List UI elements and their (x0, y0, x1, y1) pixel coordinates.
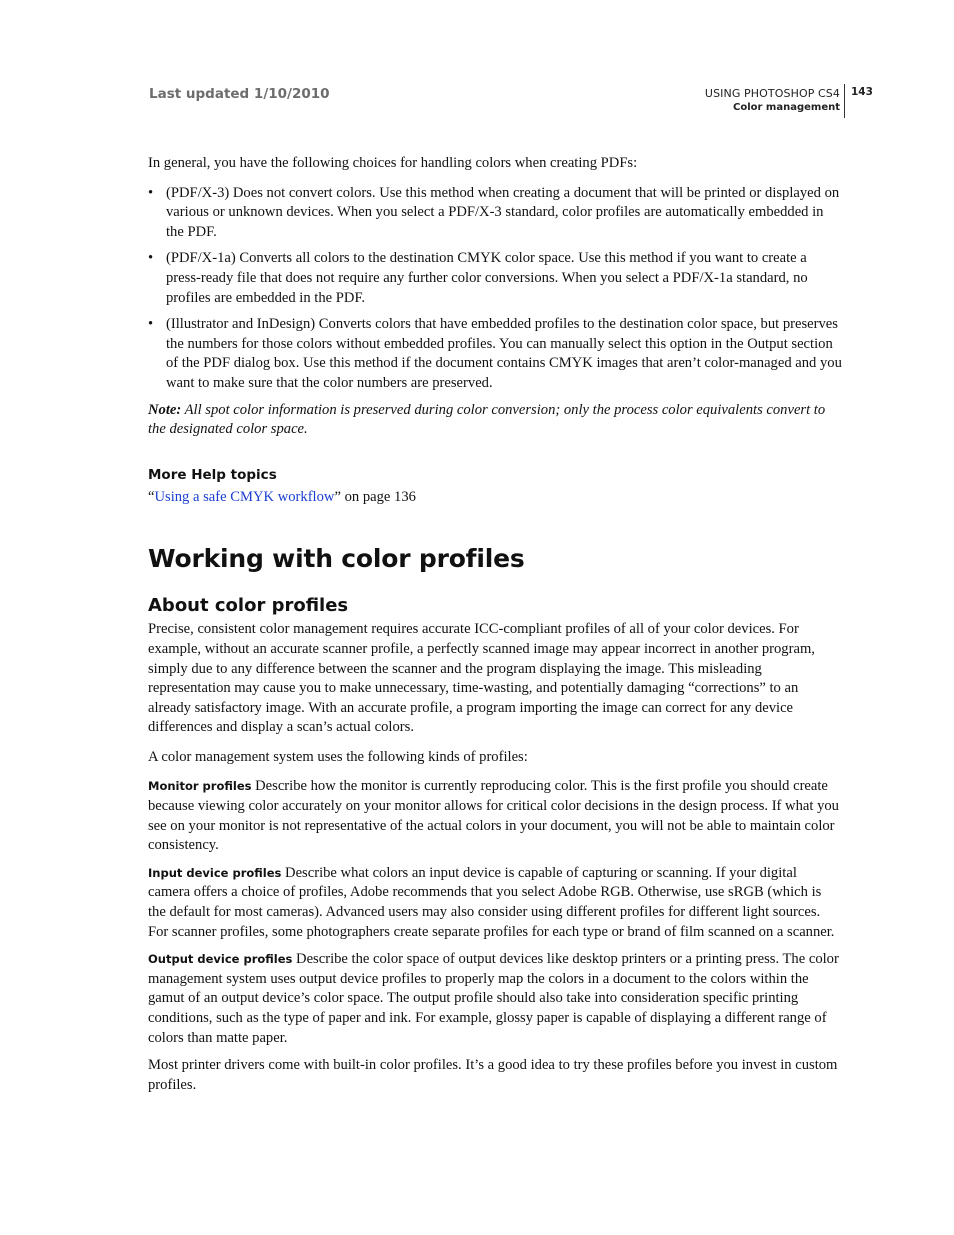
list-item (148, 184, 842, 243)
bullet-symbol: • (148, 184, 154, 201)
definition-term: Output device profiles (148, 952, 293, 967)
note-label: Note: (148, 401, 182, 418)
bullet-symbol: • (148, 316, 154, 333)
cmyk-workflow-link[interactable]: Using a safe CMYK workflow (154, 488, 335, 505)
definition-text: Describe what colors an input device is capable of capturing or scanning. If your digital camera offers a choice of profiles, Adobe recommends that you select Adobe RGB. Otherwise, use sRGB (which is the default for most cameras). Advanced users may also consider using different profiles for different light sources. For scanner profiles, some photographers create separate profiles for each type or brand of film scanned on a scanner. (148, 864, 835, 940)
definition-term: Input device profiles (148, 865, 282, 880)
more-help-heading: More Help topics (148, 466, 277, 483)
pdf-options-list (148, 184, 842, 394)
note-text: All spot color information is preserved during color conversion; only the process color equivalents convert to the designated color space. (148, 401, 826, 438)
running-header (705, 87, 840, 113)
subsection-title: About color profiles (148, 595, 349, 617)
definition-input-device-profiles (148, 864, 842, 942)
list-item-text: (PDF/X-3) Does not convert colors. Use this method when creating a document that will be printed or displayed on various or unknown devices. When you select a PDF/X-3 standard, color profiles are automatically embedded in the PDF. (166, 184, 840, 240)
section-title: Working with color profiles (148, 544, 525, 574)
list-item-text: (PDF/X-1a) Converts all colors to the destination CMYK color space. Use this method if you want to create a press-ready file that does not require any further color conversions. When you select a PDF/X-1a standard, no profiles are embedded in the PDF. (166, 250, 808, 306)
profiles-kinds-paragraph: A color management system uses the following kinds of profiles: (148, 748, 528, 765)
book-title: USING PHOTOSHOP CS4 (704, 87, 840, 100)
last-updated: Last updated 1/10/2010 (149, 86, 330, 102)
chapter-title: Color management (733, 102, 840, 113)
list-item (148, 315, 842, 393)
list-item-text: (Illustrator and InDesign) Converts colors that have embedded profiles to the destination color space, but preserves the numbers for those colors without embedded profiles. You can manually select this option in the Output section of the PDF dialog box. Use this method if the document contains CMYK images that aren’t color-managed and you want to make sure that the color numbers are preserved. (166, 316, 842, 391)
bullet-symbol: • (148, 250, 154, 267)
note-paragraph (148, 401, 842, 440)
page-number: 143 (851, 86, 873, 98)
header-divider (844, 84, 845, 118)
definition-output-device-profiles (148, 950, 842, 1048)
more-help-link-line (148, 488, 842, 508)
definition-term: Monitor profiles (148, 779, 252, 794)
intro-paragraph: In general, you have the following choices for handling colors when creating PDFs: (148, 155, 638, 171)
definition-text: Describe the color space of output devices like desktop printers or a printing press. The color management system uses output device profiles to properly map the colors in a document to the colors within the gamut of an output device’s color space. The output profile should also take into consideration specific printing conditions, such as the type of paper and ink. For example, glossy paper is capable of displaying a different range of colors than matte paper. (148, 951, 839, 1046)
printer-drivers-paragraph: Most printer drivers come with built-in color profiles. It’s a good idea to try these profiles before you invest in custom profiles. (148, 1057, 838, 1093)
definition-text: Describe how the monitor is currently reproducing color. This is the first profile you should create because viewing color accurately on your monitor allows for critical color decisions in the design process. If what you see on your monitor is not representative of the actual colors in your document, you will not be able to maintain color consistency. (148, 778, 839, 854)
link-suffix: ” on page 136 (334, 488, 416, 505)
main-content (148, 154, 842, 1105)
profiles-intro-paragraph: Precise, consistent color management requires accurate ICC-compliant profiles of all of your color devices. For example, without an accurate scanner profile, a perfectly scanned image may appear incorrect in another program, simply due to any difference between the scanner and the program displaying the image. This misleading representation may cause you to make unnecessary, time-wasting, and potentially damaging “corrections” to an already satisfactory image. With an accurate profile, a program importing the image can correct for any device differences and display a scan’s actual colors. (148, 621, 815, 736)
definition-monitor-profiles (148, 777, 842, 855)
open-quote: “ (148, 488, 155, 505)
list-item (148, 249, 842, 308)
